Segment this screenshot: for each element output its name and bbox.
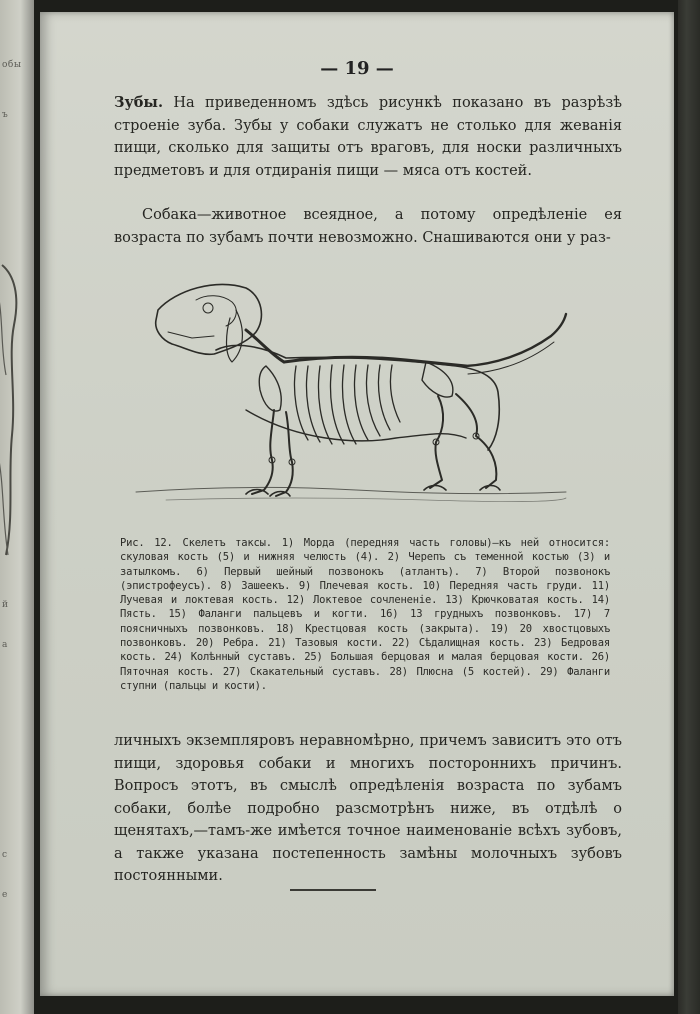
book-spine-edge: [678, 0, 700, 1014]
left-page-edge: [0, 0, 34, 1014]
paragraph-omnivore: Собака—животное всеядное, а потому опредѣленіе ея возраста по зубамъ почти невозможно. Снашиваются они у раз-: [114, 207, 622, 246]
left-page-figure: [0, 255, 24, 575]
paragraph-teeth: [114, 92, 622, 182]
figure-caption: Рис. 12. Скелетъ таксы. 1) Морда (передняя часть головы)—къ ней относится: скуловая кость (5) и нижняя челюсть (4). 2) Черепъ съ теменной костью (3) и затылкомъ. 6) Первый шейный позвонокъ (атлантъ). 7) Второй позвонокъ (эпистрофеусъ). 8) Зашеекъ. 9) Плечевая кость. 10) Передняя часть груди. 11) Лучевая и локтевая кость. 12) Локтевое сочлененіе. 13) Крючковатая кость. 14) Пясть. 15) Фаланги пальцевъ и когти. 16) 13 грудныхъ позвонковъ. 17) 7 поясничныхъ позвонковъ. 18) Крестцовая кость (закрыта). 19) 20 хвостцовыхъ позвонковъ. 20) Ребра. 21) Тазовыя кости. 22) Сѣдалищная кость. 23) Бедровая кость. 24) Колѣнный суставъ. 25) Большая берцовая и малая берцовая кости. 26) Пяточная кость. 27) Скакательный суставъ. 28) Плюсна (5 костей). 29) Фаланги ступни (пальцы и кости).: [120, 537, 610, 692]
section-divider: [290, 889, 376, 891]
page-number: — 19 —: [320, 58, 394, 79]
left-page-fragment: ъ: [2, 110, 9, 120]
paragraph-lead: Зубы.: [114, 94, 163, 111]
left-page-fragment: е: [2, 890, 8, 900]
left-page-fragment: й: [2, 600, 9, 610]
left-page-fragment: а: [2, 640, 8, 650]
paragraph-age-determination: личныхъ экземпляровъ неравномѣрно, причемъ зависитъ это отъ пищи, здоровья собаки и многихъ постороннихъ причинъ. Вопросъ этотъ, въ смыслѣ опредѣленія возраста по зубамъ собаки, болѣе подробно разсмотрѣнъ ниже, въ отдѣлѣ о щенятахъ,—тамъ-же имѣется точное наименованіе всѣхъ зубовъ, а также указана постепенность замѣны молочныхъ зубовъ постоянными.: [114, 733, 622, 884]
dachshund-skeleton-figure: [96, 270, 606, 532]
paragraph-text: На приведенномъ здѣсь рисункѣ показано въ разрѣзѣ строеніе зуба. Зубы у собаки служатъ не столько для жеванія пищи, сколько для защиты отъ враговъ, для носки различныхъ предметовъ и для отдиранія пищи — мяса отъ костей.: [114, 95, 622, 179]
left-page-fragment: обы: [2, 60, 22, 70]
book-page: [40, 12, 674, 996]
left-page-fragment: с: [2, 850, 8, 860]
